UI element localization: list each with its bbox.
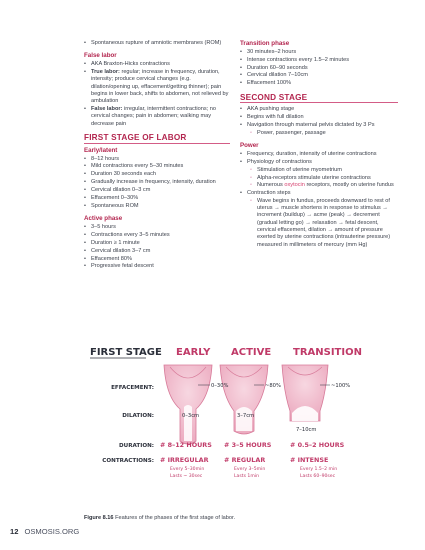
list-item: • Spontaneous ROM [84, 203, 230, 210]
duration-label: DURATION: [119, 443, 154, 449]
list-item-text: irregular, intermittent contractions; no cervical changes; pain in abdomen; walking may decrease pain [91, 106, 216, 127]
power-list [240, 151, 398, 249]
figure-caption-label: Figure 8.16 [84, 515, 114, 521]
page-number: 12 [10, 527, 19, 536]
list-item: • Spontaneous rupture of amniotic membranes (ROM) [84, 40, 230, 47]
figure-caption [84, 515, 398, 521]
early-latent-list [84, 156, 230, 211]
contractions-value-early: # IRREGULAR [160, 456, 209, 464]
phase-heading-active: ACTIVE [231, 347, 272, 358]
power-heading: Power [240, 142, 259, 150]
duration-value-transition: # 0.5–2 HOURS [290, 441, 345, 449]
phase-heading-transition: TRANSITION [293, 347, 362, 358]
first-stage-figure [84, 337, 398, 507]
list-item: • Duration 60–90 seconds [240, 65, 398, 72]
effacement-value-active: ~80% [265, 383, 281, 389]
dilation-value-early: 0–3cm [182, 413, 200, 419]
sub-list-item-text: Numerous [257, 182, 285, 189]
contractions-label: CONTRACTIONS: [102, 458, 154, 464]
effacement-value-early: 0–30% [211, 383, 229, 389]
intro-list [84, 40, 230, 47]
list-item: • Cervical dilation 7–10cm [240, 72, 398, 79]
list-item [84, 61, 230, 68]
cervix-active-diagram [220, 365, 268, 434]
list-item: • Effacement 100% [240, 80, 398, 87]
contraction-detail-active-length: Lasts 1min [234, 474, 260, 479]
sub-list-item [250, 182, 398, 189]
sub-list-item-text: receptors, mostly on uterine fundus [304, 182, 394, 189]
list-item: • 30 minutes–2 hours [240, 49, 398, 56]
contraction-detail-early-length: Lasts ~ 30sec [170, 474, 203, 479]
duration-value-early: # 8–12 HOURS [160, 441, 212, 449]
list-item: • Cervical dilation 0–3 cm [84, 187, 230, 194]
list-item: • Frequency, duration, intensity of uterine contractions [240, 151, 398, 158]
cervix-early-diagram [164, 365, 212, 444]
list-item-text: Contraction steps [247, 190, 291, 197]
figure-caption-text: Features of the phases of the first stage of labor. [113, 515, 236, 521]
figure-stage-title: FIRST STAGE [90, 347, 162, 358]
sub-list-item: ◦ Wave begins in fundus, proceeds downward to rest of uterus → muscle shortens in response to stimulus → increment (buildup) → acme (peak) → decrement (gradual letting go) → relaxation → fetal descent, cervical effacement, dilation → amount of pressure exerted by uterine contractions (intrauterine pressure) measured in millimeters of mercury (mm Hg) [250, 198, 398, 249]
sub-list [247, 198, 398, 249]
list-item: • Progressive fetal descent [84, 263, 230, 270]
list-item: • 8–12 hours [84, 156, 230, 163]
contraction-detail-active-frequency: Every 3–5min [234, 467, 266, 472]
sub-list-item: ◦ Stimulation of uterine myometrium [250, 167, 398, 174]
list-item [240, 159, 398, 189]
contractions-value-active: # REGULAR [224, 456, 266, 464]
dilation-value-active: 3–7cm [237, 413, 255, 419]
transition-phase-list [240, 49, 398, 88]
active-phase-heading: Active phase [84, 215, 123, 223]
left-column [84, 40, 230, 271]
oxytocin-highlight: oxytocin [284, 182, 305, 189]
list-item: • Cervical dilation 3–7 cm [84, 248, 230, 255]
sub-list-item: ◦ Alpha-receptors stimulate uterine contractions [250, 175, 398, 182]
list-item: • Duration 30 seconds each [84, 171, 230, 178]
list-item-lead: True labor: [91, 68, 120, 75]
phase-heading-early: EARLY [176, 347, 211, 358]
false-labor-list [84, 61, 230, 128]
list-item-text: Physiology of contractions [247, 159, 312, 166]
second-stage-heading: SECOND STAGE [240, 94, 398, 104]
list-item: • Effacement 80% [84, 256, 230, 263]
first-stage-illustration [84, 337, 398, 507]
dilation-label: DILATION: [122, 413, 154, 419]
sub-list [247, 167, 398, 190]
list-item [84, 69, 230, 105]
list-item [240, 190, 398, 249]
list-item-lead: False labor: [91, 106, 123, 113]
list-item: • Contractions every 3–5 minutes [84, 232, 230, 239]
effacement-label: EFFACEMENT: [111, 385, 154, 391]
contractions-value-transition: # INTENSE [290, 456, 329, 464]
footer-brand: OSMOSIS.ORG [24, 527, 80, 536]
early-latent-heading: Early/latent [84, 146, 118, 154]
list-item: • Intense contractions every 1.5–2 minutes [240, 57, 398, 64]
second-stage-list [240, 106, 398, 137]
list-item-text: AKA Braxton-Hicks contractions [91, 61, 170, 68]
list-item: • AKA pushing stage [240, 106, 398, 113]
dilation-value-transition: 7–10cm [296, 427, 317, 433]
list-item-text: regular; increase in frequency, duration, intensity; produce cervical changes (e.g. dilation/opening up, effacement/getting thinner); pain begins in lower back, shifts to abdomen, not relieved by ambulation [91, 68, 229, 105]
list-item: • 3–5 hours [84, 224, 230, 231]
right-column [240, 40, 398, 250]
contraction-detail-transition-frequency: Every 1.5–2 min [300, 467, 338, 472]
list-item-text: Navigation through maternal pelvis dictated by 3 Ps [247, 122, 375, 129]
false-labor-heading: False labor [84, 52, 117, 60]
first-stage-heading: FIRST STAGE OF LABOR [84, 134, 230, 144]
list-item: • Duration ≥ 1 minute [84, 240, 230, 247]
list-item: • Mild contractions every 5–30 minutes [84, 163, 230, 170]
contraction-detail-transition-length: Lasts 60–90sec [300, 474, 336, 479]
list-item: • Effacement 0–30% [84, 195, 230, 202]
contraction-detail-early-frequency: Every 5–30min [170, 467, 205, 472]
active-phase-list [84, 224, 230, 271]
sub-list-item: ◦ Power, passenger, passage [250, 130, 398, 137]
list-item [240, 122, 398, 137]
duration-value-active: # 3–5 HOURS [224, 441, 272, 449]
list-item: • Gradually increase in frequency, intensity, duration [84, 179, 230, 186]
transition-phase-heading: Transition phase [240, 40, 290, 47]
list-item [84, 106, 230, 128]
list-item: • Begins with full dilation [240, 114, 398, 121]
page-footer [10, 527, 79, 536]
sub-list [247, 130, 398, 137]
effacement-value-transition: ~100% [331, 383, 351, 389]
cervix-transition-diagram [282, 365, 328, 421]
